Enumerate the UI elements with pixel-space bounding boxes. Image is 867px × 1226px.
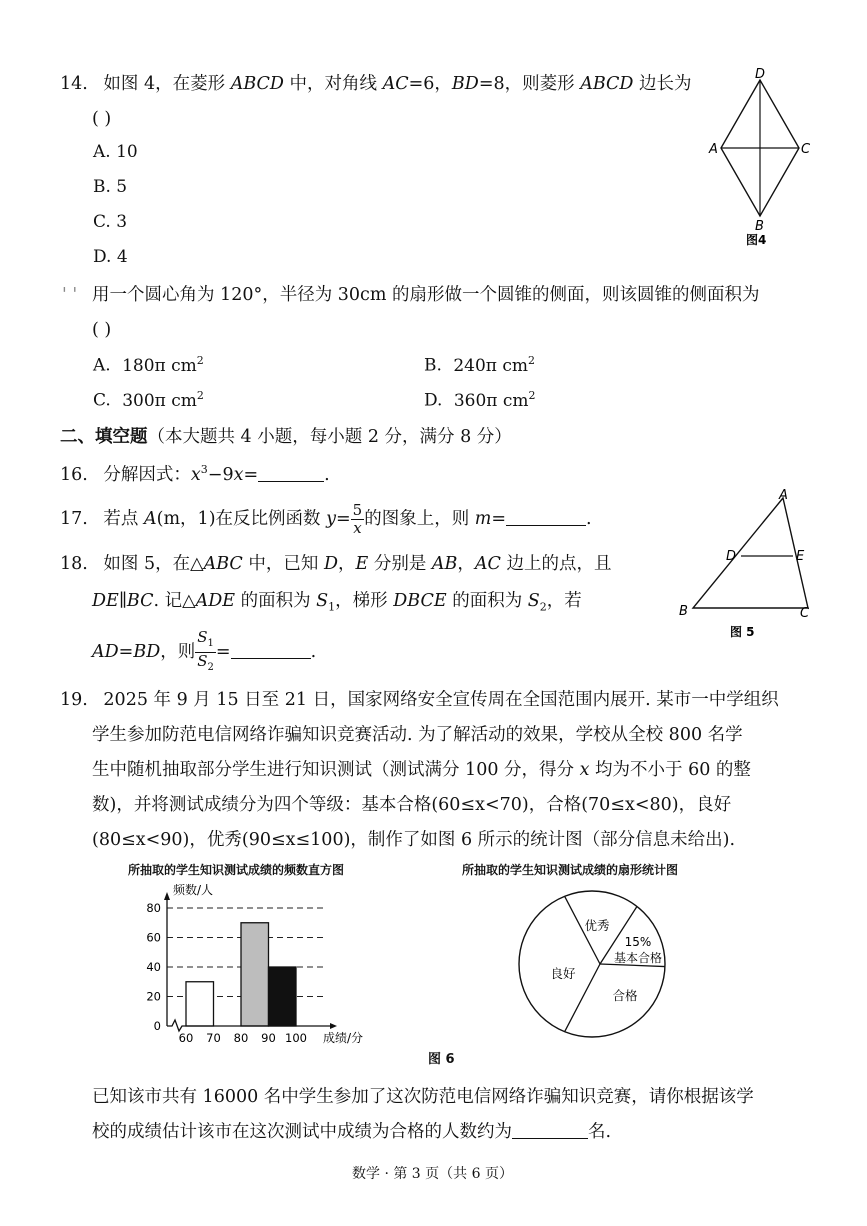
histogram-x-tick-label: 90 bbox=[261, 1031, 276, 1045]
q18-frac-s2: S bbox=[197, 652, 208, 670]
q14-bd-val: =8，则菱形 bbox=[478, 74, 581, 94]
q18-frac-s1-sub: 1 bbox=[207, 638, 214, 649]
q16-exp: 3 bbox=[200, 463, 208, 476]
q17-text-c: 的图象上，则 bbox=[364, 509, 475, 529]
triangle-label-d: D bbox=[726, 549, 737, 564]
histogram-x-axis-label: 成绩/分 bbox=[323, 1031, 364, 1045]
q16-stem bbox=[60, 458, 330, 487]
section-2-title: 二、填空题 bbox=[60, 427, 148, 447]
q19-text-7a: 校的成绩估计该市在这次测试中成绩为合格的人数约为 bbox=[92, 1122, 512, 1142]
q18-text-2a: . 记△ bbox=[153, 591, 196, 611]
q17-frac-denominator: x bbox=[353, 519, 362, 537]
pie-label-pass: 合格 bbox=[612, 988, 638, 1003]
triangle-label-e: E bbox=[796, 549, 805, 564]
q17-eq: = bbox=[335, 509, 351, 529]
q19-text-5: (80≤x<90)，优秀(90≤x≤100)，制作了如图 6 所示的统计图（部分信息未给出). bbox=[92, 830, 736, 850]
histogram-y-tick-label: 80 bbox=[146, 901, 161, 915]
q15-option-d-letter: D. bbox=[424, 390, 443, 411]
q18-frac-s1: S bbox=[197, 628, 208, 646]
q18-ade: ADE bbox=[195, 591, 236, 611]
histogram-y-tick-label: 60 bbox=[146, 930, 161, 945]
histogram-bars bbox=[186, 923, 296, 1026]
histogram-bar bbox=[269, 967, 297, 1026]
triangle-label-b: B bbox=[679, 604, 688, 619]
q16-text: 分解因式： bbox=[103, 464, 191, 485]
q17-eq2: = bbox=[491, 509, 507, 529]
q15-option-d-value: 360π cm bbox=[453, 390, 529, 411]
q16-eq: = bbox=[243, 464, 259, 485]
q16-answer-blank[interactable] bbox=[258, 463, 324, 482]
q16-end: . bbox=[324, 464, 330, 485]
q15-answer-paren: ( ) bbox=[92, 320, 112, 340]
rhombus-label-d: D bbox=[755, 67, 766, 82]
q18-fraction bbox=[195, 629, 216, 676]
q18-text-1b: 中，已知 bbox=[242, 554, 324, 574]
q19-text-2: 学生参加防范电信网络诈骗知识竞赛活动. 为了解活动的效果，学校从全校 800 名学 bbox=[92, 725, 743, 745]
q18-line-3 bbox=[92, 629, 316, 676]
y-axis-arrow-icon bbox=[164, 892, 170, 900]
q17-end: . bbox=[586, 509, 592, 529]
figure-4-caption: 图4 bbox=[746, 233, 767, 247]
q14-option-c[interactable]: C. 3 bbox=[93, 212, 128, 232]
q18-text-1d: 边上的点，且 bbox=[500, 554, 612, 574]
q17-stem bbox=[60, 499, 592, 539]
q18-d: D bbox=[323, 554, 338, 574]
triangle-label-a: A bbox=[779, 488, 788, 503]
q14-answer-paren: ( ) bbox=[92, 109, 112, 129]
q15-option-b[interactable] bbox=[424, 354, 535, 376]
x-axis-arrow-icon bbox=[330, 1023, 337, 1029]
q18-s1-sub: 1 bbox=[328, 600, 336, 614]
q14-rhombus-figure bbox=[700, 66, 820, 252]
histogram-title: 所抽取的学生知识测试成绩的频数直方图 bbox=[128, 863, 345, 877]
q18-line-1 bbox=[60, 552, 611, 576]
q18-text-2c: ，梯形 bbox=[335, 591, 394, 611]
q19-text-7b: 名. bbox=[588, 1122, 612, 1142]
q17-point: A bbox=[144, 509, 157, 529]
triangle-abc bbox=[693, 498, 808, 608]
q18-comma: ， bbox=[337, 554, 356, 574]
figure-5-caption: 图 5 bbox=[730, 625, 755, 639]
q14-bd: BD bbox=[451, 74, 479, 94]
histogram-bar bbox=[186, 982, 214, 1026]
q17-coords: (m，1) bbox=[156, 509, 216, 529]
histogram-y-tick-label: 40 bbox=[146, 960, 161, 974]
q15-option-c-sup: 2 bbox=[196, 389, 204, 402]
q15-stem bbox=[62, 283, 760, 307]
pie-label-good: 良好 bbox=[550, 966, 576, 981]
q17-text-a: 若点 bbox=[103, 509, 144, 529]
q14-ac-val: =6， bbox=[408, 74, 452, 94]
histogram-y-tick-label: 0 bbox=[153, 1019, 161, 1033]
q17-number: 17. bbox=[60, 509, 88, 529]
q15-option-b-letter: B. bbox=[424, 355, 442, 376]
q18-eq: = bbox=[118, 642, 134, 662]
histogram-bar bbox=[241, 923, 269, 1026]
q18-bc: BC bbox=[126, 591, 154, 611]
q19-text-6: 已知该市共有 16000 名中学生参加了这次防范电信网络诈骗知识竞赛，请你根据该学 bbox=[92, 1087, 754, 1107]
q19-line-1 bbox=[60, 688, 779, 712]
q15-option-d-sup: 2 bbox=[528, 389, 536, 402]
q15-option-b-value: 240π cm bbox=[453, 355, 528, 376]
histogram-x-tick-label: 80 bbox=[233, 1031, 249, 1045]
q18-end: . bbox=[310, 642, 317, 662]
q19-text-4: 数)，并将测试成绩分为四个等级：基本合格(60≤x<70)，合格(70≤x<80)，良好 bbox=[92, 795, 732, 815]
q19-line-3 bbox=[92, 758, 751, 782]
q18-frac-s2-sub: 2 bbox=[207, 662, 214, 673]
q17-fraction bbox=[351, 502, 365, 537]
q15-option-a-sup: 2 bbox=[196, 354, 204, 367]
q14-option-a[interactable]: A. 10 bbox=[93, 142, 138, 162]
q19-text-3b: 均为不小于 60 的整 bbox=[589, 760, 751, 780]
q18-ad: AD bbox=[92, 642, 119, 662]
q18-text-2d: 的面积为 bbox=[446, 591, 528, 611]
q18-text-1a: 如图 5，在△ bbox=[103, 554, 204, 574]
q17-text-b: 在反比例函数 bbox=[215, 509, 327, 529]
histogram-y-tick-label: 20 bbox=[146, 989, 161, 1004]
q18-comma2: ， bbox=[457, 554, 475, 574]
rhombus-label-a: A bbox=[709, 142, 718, 157]
q14-option-b[interactable]: B. 5 bbox=[93, 177, 128, 197]
histogram-x-tick-label: 70 bbox=[206, 1031, 221, 1045]
q18-bd: BD bbox=[133, 642, 161, 662]
q18-text-2b: 的面积为 bbox=[235, 591, 317, 611]
pie-label-basic-percent: 15% bbox=[624, 935, 652, 949]
q15-option-c[interactable] bbox=[93, 389, 204, 411]
q18-frac-numerator bbox=[195, 629, 216, 653]
q18-dbce: DBCE bbox=[393, 591, 447, 611]
q14-stem bbox=[60, 72, 692, 96]
q14-number: 14. bbox=[60, 74, 88, 94]
rhombus-label-c: C bbox=[801, 142, 811, 157]
q16-x: x bbox=[190, 464, 201, 485]
q15-option-a[interactable] bbox=[93, 354, 204, 376]
pie-chart bbox=[505, 882, 685, 1052]
q17-frac-numerator: 5 bbox=[352, 501, 363, 519]
q17-m: m bbox=[474, 509, 492, 529]
q19-x: x bbox=[579, 760, 590, 780]
page-footer: 数学 · 第 3 页（共 6 页） bbox=[352, 1166, 513, 1182]
q19-line-7 bbox=[92, 1120, 611, 1144]
q15-number: ' ' bbox=[62, 285, 78, 305]
q18-text-2e: ，若 bbox=[546, 591, 582, 611]
q18-triangle-figure bbox=[675, 486, 825, 646]
q15-option-a-value: 180π cm bbox=[122, 355, 197, 376]
q18-s2: S bbox=[527, 591, 540, 611]
q14-text-b: 中，对角线 bbox=[283, 74, 383, 94]
q14-text-a: 如图 4，在菱形 bbox=[103, 74, 231, 94]
q17-y: y bbox=[326, 509, 336, 529]
q15-option-c-letter: C. bbox=[93, 390, 111, 411]
histogram-x-tick-label: 100 bbox=[285, 1031, 307, 1045]
q15-option-b-sup: 2 bbox=[527, 354, 535, 367]
q16-number: 16. bbox=[60, 464, 88, 485]
triangle-label-c: C bbox=[800, 606, 810, 621]
pie-label-excellent: 优秀 bbox=[584, 918, 610, 933]
q18-number: 18. bbox=[60, 554, 88, 574]
q14-abcd1: ABCD bbox=[230, 74, 284, 94]
q18-eq2: = bbox=[215, 642, 231, 662]
pie-label-basic-pass: 基本合格 bbox=[613, 951, 663, 965]
q18-line-2 bbox=[92, 589, 582, 620]
q19-text-1: 2025 年 9 月 15 日至 21 日，国家网络安全宣传周在全国范围内展开. 某市一中学组织 bbox=[103, 690, 779, 710]
q18-ac: AC bbox=[474, 554, 501, 574]
q14-text-c: 边长为 bbox=[633, 74, 692, 94]
q15-option-c-value: 300π cm bbox=[122, 390, 197, 411]
q18-answer-blank[interactable] bbox=[231, 640, 311, 659]
q19-answer-blank[interactable] bbox=[512, 1120, 588, 1139]
q18-abc: ABC bbox=[203, 554, 243, 574]
q18-frac-denominator bbox=[195, 653, 216, 676]
q14-option-d[interactable]: D. 4 bbox=[93, 247, 128, 267]
section-2-note: （本大题共 4 小题，每小题 2 分，满分 8 分） bbox=[147, 427, 512, 447]
q18-ab: AB bbox=[431, 554, 458, 574]
figure-6-caption: 图 6 bbox=[428, 1052, 455, 1067]
q18-s2-sub: 2 bbox=[539, 600, 547, 614]
histogram-x-tick-label: 60 bbox=[178, 1031, 194, 1045]
q16-minus: −9 bbox=[207, 464, 234, 485]
q19-number: 19. bbox=[60, 690, 88, 710]
q18-e: E bbox=[355, 554, 369, 574]
q18-de: DE bbox=[92, 591, 119, 611]
q15-text: 用一个圆心角为 120°，半径为 30cm 的扇形做一个圆锥的侧面，则该圆锥的侧面积为 bbox=[92, 285, 760, 305]
pie-chart-title: 所抽取的学生知识测试成绩的扇形统计图 bbox=[462, 863, 679, 877]
q18-s1: S bbox=[316, 591, 329, 611]
q14-abcd2: ABCD bbox=[580, 74, 634, 94]
q18-text-3: ，则 bbox=[160, 642, 196, 662]
q15-option-d[interactable] bbox=[424, 389, 536, 411]
rhombus-label-b: B bbox=[755, 219, 764, 234]
histogram-y-axis-label: 频数/人 bbox=[173, 883, 214, 897]
section-2-heading bbox=[60, 423, 512, 448]
q18-text-1c: 分别是 bbox=[368, 554, 432, 574]
q18-parallel: ∥ bbox=[118, 591, 127, 611]
q19-text-3a: 生中随机抽取部分学生进行知识测试（测试满分 100 分，得分 bbox=[92, 760, 580, 780]
q16-x2: x bbox=[233, 464, 244, 485]
q14-ac: AC bbox=[382, 74, 409, 94]
q15-option-a-letter: A. bbox=[93, 355, 111, 376]
q17-answer-blank[interactable] bbox=[506, 507, 586, 526]
histogram-chart bbox=[125, 878, 410, 1048]
